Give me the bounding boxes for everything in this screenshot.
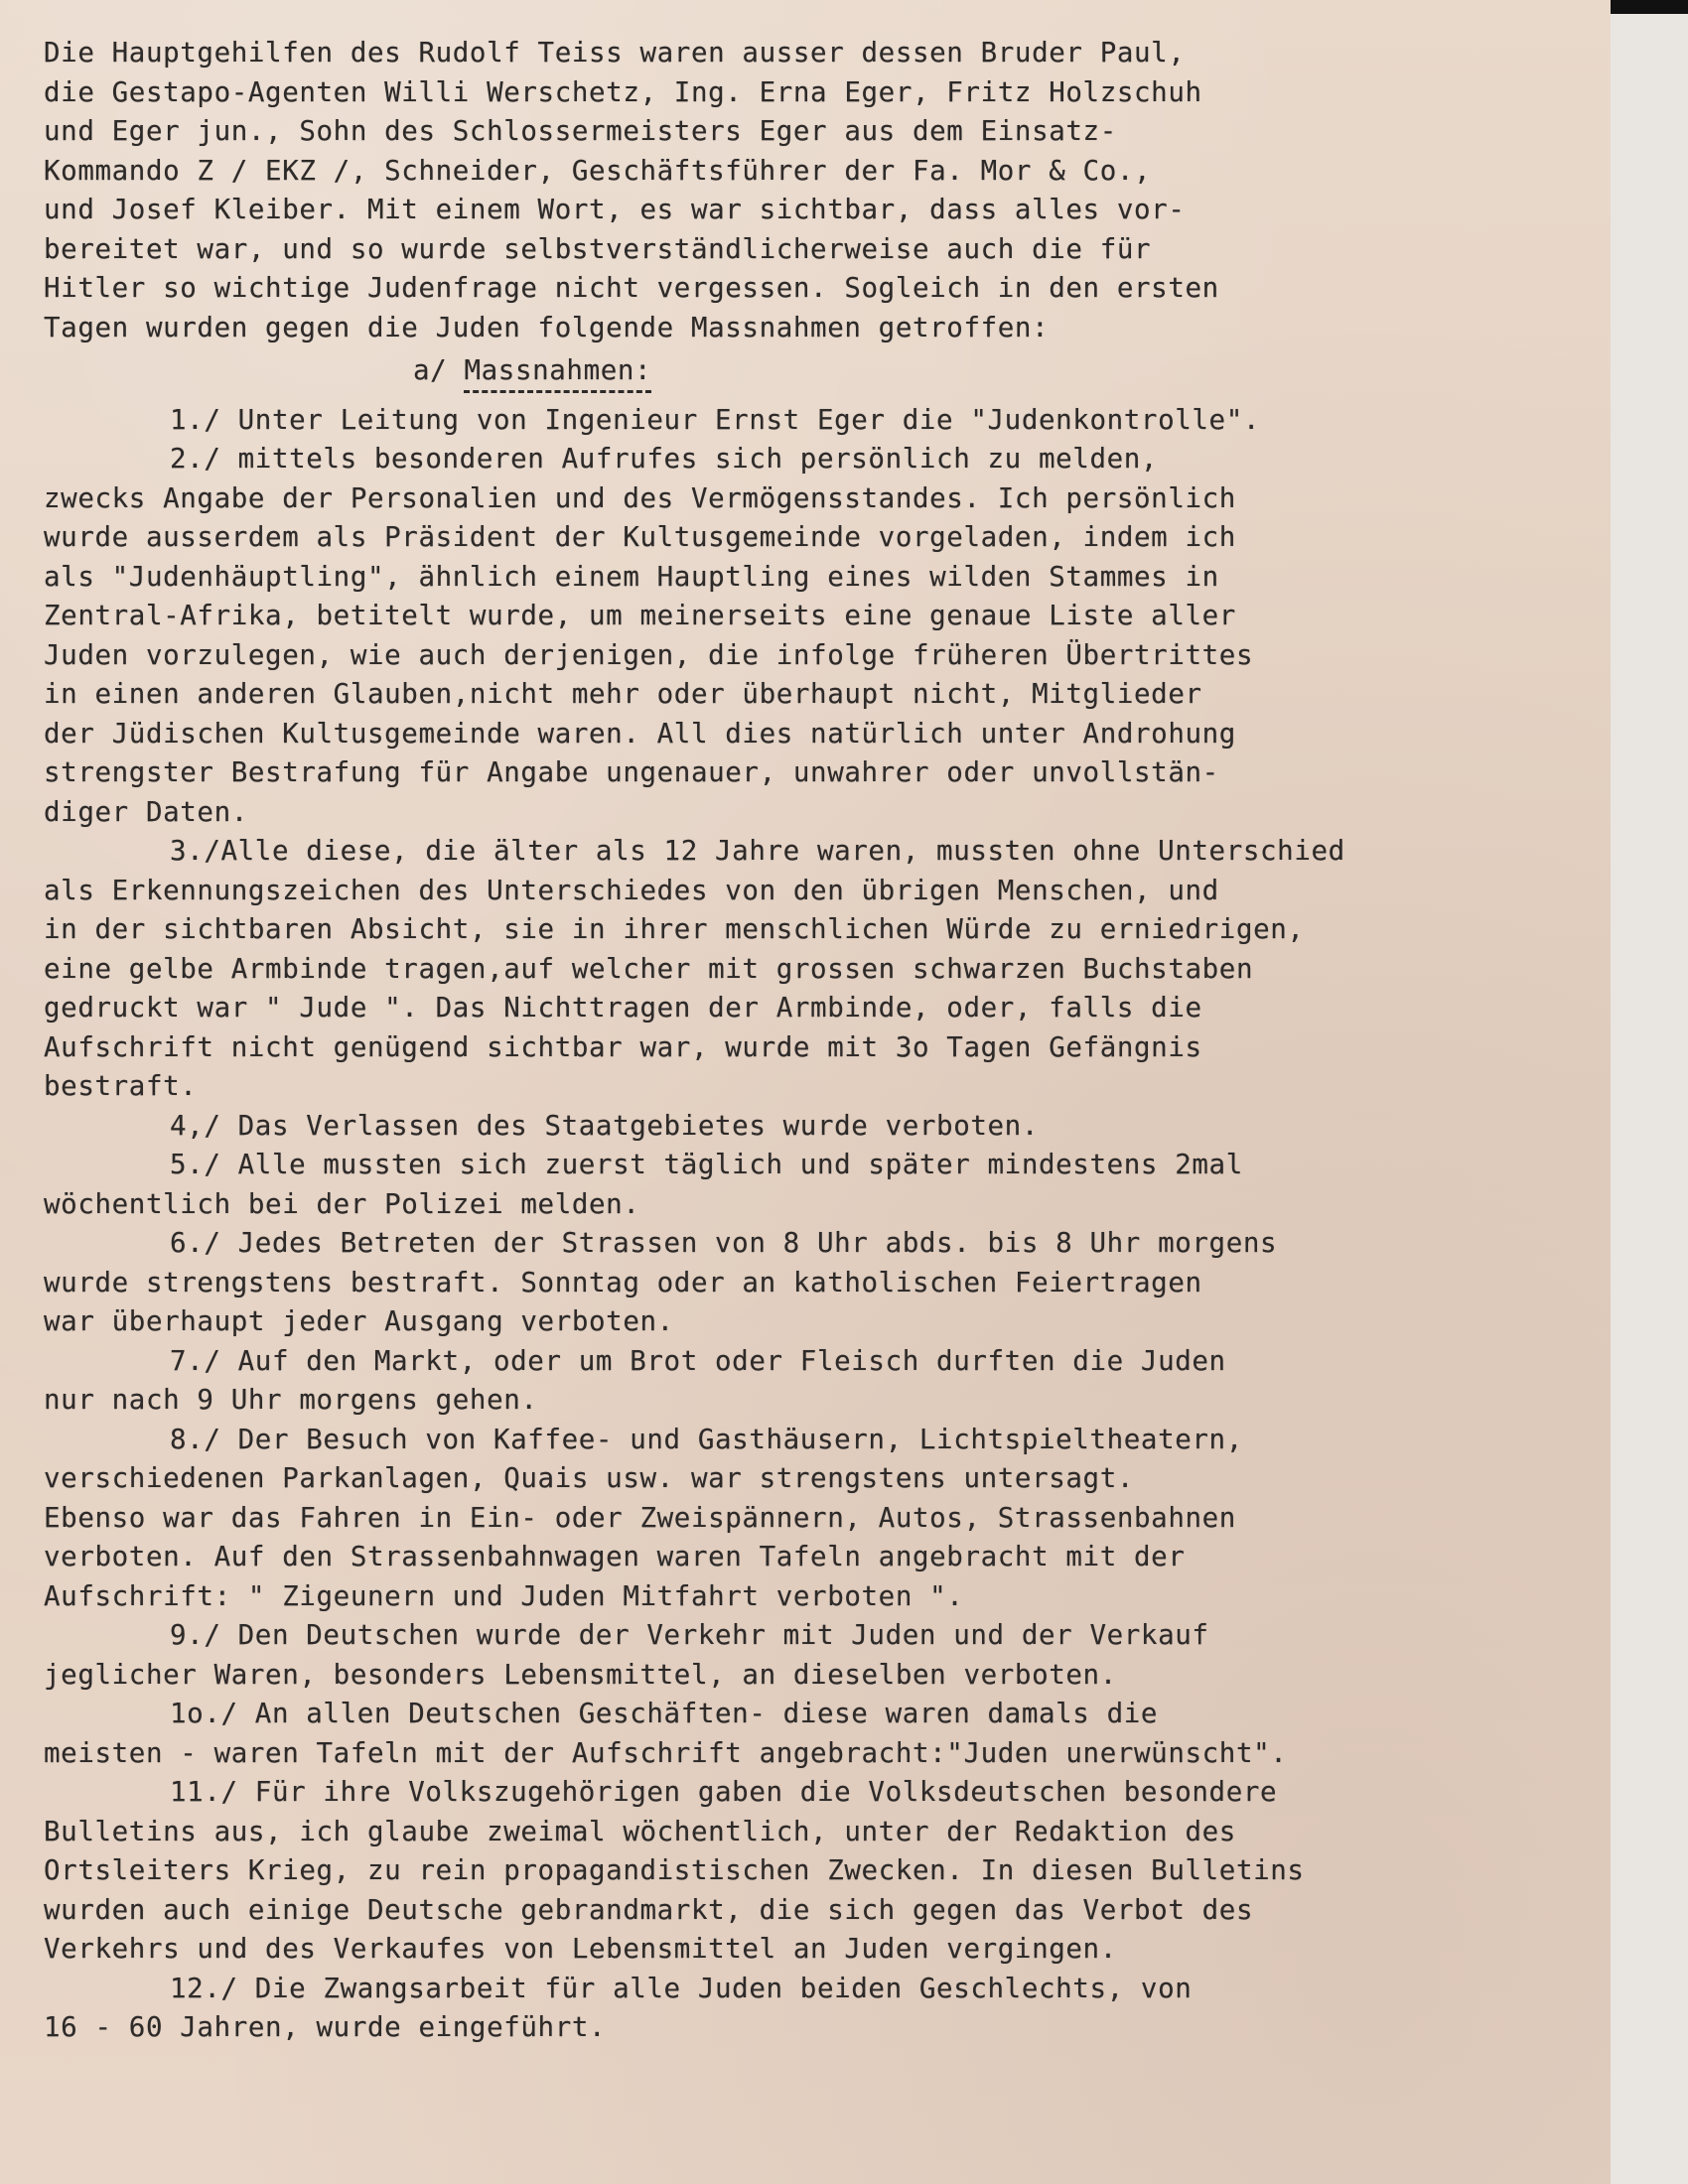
item-line: Bulletins aus, ich glaube zweimal wöchentlich, unter der Redaktion des — [44, 1815, 1236, 1847]
item-line: 5./ Alle mussten sich zuerst täglich und später mindestens 2mal — [170, 1149, 1243, 1180]
item-line: Aufschrift: " Zigeunern und Juden Mitfahrt verboten ". — [44, 1579, 964, 1612]
measure-item-12 — [44, 1970, 1593, 2048]
scan-margin — [1611, 0, 1688, 2184]
item-line: war überhaupt jeder Ausgang verboten. — [44, 1305, 674, 1337]
intro-line: Hitler so wichtige Judenfrage nicht vergessen. Sogleich in den ersten — [44, 272, 1219, 304]
measure-item-3 — [44, 832, 1593, 1107]
item-line: 4,/ Das Verlassen des Staatgebietes wurde verboten. — [170, 1109, 1039, 1142]
item-line: jeglicher Waren, besonders Lebensmittel, an dieselben verboten. — [44, 1658, 1117, 1691]
item-line: 7./ Auf den Markt, oder um Brot oder Fleisch durften die Juden — [170, 1344, 1226, 1377]
item-line: gedruckt war " Jude ". Das Nichttragen der Armbinde, oder, falls die — [44, 992, 1202, 1024]
item-line: verschiedenen Parkanlagen, Quais usw. war strengstens untersagt. — [44, 1462, 1135, 1494]
item-line: wöchentlich bei der Polizei melden. — [44, 1187, 640, 1220]
measure-item-7 — [44, 1342, 1593, 1421]
measure-item-1 — [44, 401, 1593, 441]
measure-item-5 — [44, 1146, 1593, 1224]
item-line: 11./ Für ihre Volkszugehörigen gaben die Volksdeutschen besondere — [170, 1776, 1278, 1808]
intro-line: die Gestapo-Agenten Willi Werschetz, Ing. Erna Eger, Fritz Holzschuh — [44, 75, 1202, 108]
item-line: 1./ Unter Leitung von Ingenieur Ernst Eger die "Judenkontrolle". — [170, 403, 1261, 436]
item-line: diger Daten. — [44, 795, 248, 828]
scan-edge-shadow — [1611, 0, 1688, 14]
measure-item-9 — [44, 1616, 1593, 1695]
item-line: eine gelbe Armbinde tragen,auf welcher mit grossen schwarzen Buchstaben — [44, 952, 1254, 985]
item-line: als Erkennungszeichen des Unterschiedes von den übrigen Menschen, und — [44, 874, 1219, 906]
item-line: 6./ Jedes Betreten der Strassen von 8 Uhr abds. bis 8 Uhr morgens — [170, 1227, 1278, 1259]
intro-line: bereitet war, und so wurde selbstverständlicherweise auch die für — [44, 232, 1152, 265]
item-line: meisten - waren Tafeln mit der Aufschrift angebracht:"Juden unerwünscht". — [44, 1736, 1288, 1769]
item-line: Ortsleiters Krieg, zu rein propagandistischen Zwecken. In diesen Bulletins — [44, 1854, 1305, 1886]
item-line: 1o./ An allen Deutschen Geschäften- diese waren damals die — [170, 1698, 1159, 1729]
section-prefix: a/ — [413, 354, 465, 386]
item-line: Aufschrift nicht genügend sichtbar war, wurde mit 3o Tagen Gefängnis — [44, 1030, 1202, 1063]
item-line: 12./ Die Zwangsarbeit für alle Juden beiden Geschlechts, von — [170, 1972, 1193, 2004]
item-line: Zentral-Afrika, betitelt wurde, um meinerseits eine genaue Liste aller — [44, 600, 1236, 631]
item-line: in der sichtbaren Absicht, sie in ihrer menschlichen Würde zu erniedrigen, — [44, 913, 1305, 945]
intro-line: Kommando Z / EKZ /, Schneider, Geschäftsführer der Fa. Mor & Co., — [44, 154, 1152, 187]
item-line: bestraft. — [44, 1070, 198, 1102]
intro-line: und Eger jun., Sohn des Schlossermeisters Eger aus dem Einsatz- — [44, 115, 1117, 147]
measure-item-11 — [44, 1773, 1593, 1970]
measure-item-8 — [44, 1421, 1593, 1617]
item-line: strengster Bestrafung für Angabe ungenauer, unwahrer oder unvollstän- — [44, 756, 1219, 788]
item-line: als "Judenhäuptling", ähnlich einem Hauptling eines wilden Stammes in — [44, 560, 1219, 593]
measure-item-4 — [44, 1107, 1593, 1147]
section-title: Massnahmen: — [464, 354, 651, 393]
item-line: wurden auch einige Deutsche gebrandmarkt, die sich gegen das Verbot des — [44, 1893, 1254, 1926]
item-line: 9./ Den Deutschen wurde der Verkehr mit Juden und der Verkauf — [170, 1619, 1209, 1651]
measure-item-2 — [44, 440, 1593, 832]
item-line: 3./Alle diese, die älter als 12 Jahre waren, mussten ohne Unterschied — [170, 835, 1345, 867]
item-line: 2./ mittels besonderen Aufrufes sich persönlich zu melden, — [170, 443, 1159, 475]
item-line: wurde ausserdem als Präsident der Kultusgemeinde vorgeladen, indem ich — [44, 521, 1236, 553]
item-line: nur nach 9 Uhr morgens gehen. — [44, 1384, 538, 1416]
item-line: wurde strengstens bestraft. Sonntag oder an katholischen Feiertragen — [44, 1266, 1202, 1298]
intro-line: Die Hauptgehilfen des Rudolf Teiss waren ausser dessen Bruder Paul, — [44, 37, 1186, 68]
item-line: in einen anderen Glauben,nicht mehr oder überhaupt nicht, Mitglieder — [44, 678, 1202, 710]
intro-line: Tagen wurden gegen die Juden folgende Massnahmen getroffen: — [44, 311, 1050, 343]
section-heading — [44, 351, 1593, 391]
typewritten-document — [44, 34, 1593, 2048]
item-line: Ebenso war das Fahren in Ein- oder Zweispännern, Autos, Strassenbahnen — [44, 1501, 1236, 1534]
item-line: 16 - 60 Jahren, wurde eingeführt. — [44, 2011, 607, 2043]
item-line: Verkehrs und des Verkaufes von Lebensmittel an Juden vergingen. — [44, 1933, 1117, 1965]
measure-item-6 — [44, 1224, 1593, 1342]
item-line: Juden vorzulegen, wie auch derjenigen, die infolge früheren Übertrittes — [44, 638, 1254, 671]
measure-item-10 — [44, 1695, 1593, 1773]
item-line: 8./ Der Besuch von Kaffee- und Gasthäusern, Lichtspieltheatern, — [170, 1423, 1243, 1455]
intro-paragraph — [44, 34, 1593, 347]
item-line: der Jüdischen Kultusgemeinde waren. All dies natürlich unter Androhung — [44, 717, 1236, 750]
item-line: verboten. Auf den Strassenbahnwagen waren Tafeln angebracht mit der — [44, 1541, 1186, 1572]
item-line: zwecks Angabe der Personalien und des Vermögensstandes. Ich persönlich — [44, 481, 1236, 514]
intro-line: und Josef Kleiber. Mit einem Wort, es war sichtbar, dass alles vor- — [44, 194, 1186, 225]
